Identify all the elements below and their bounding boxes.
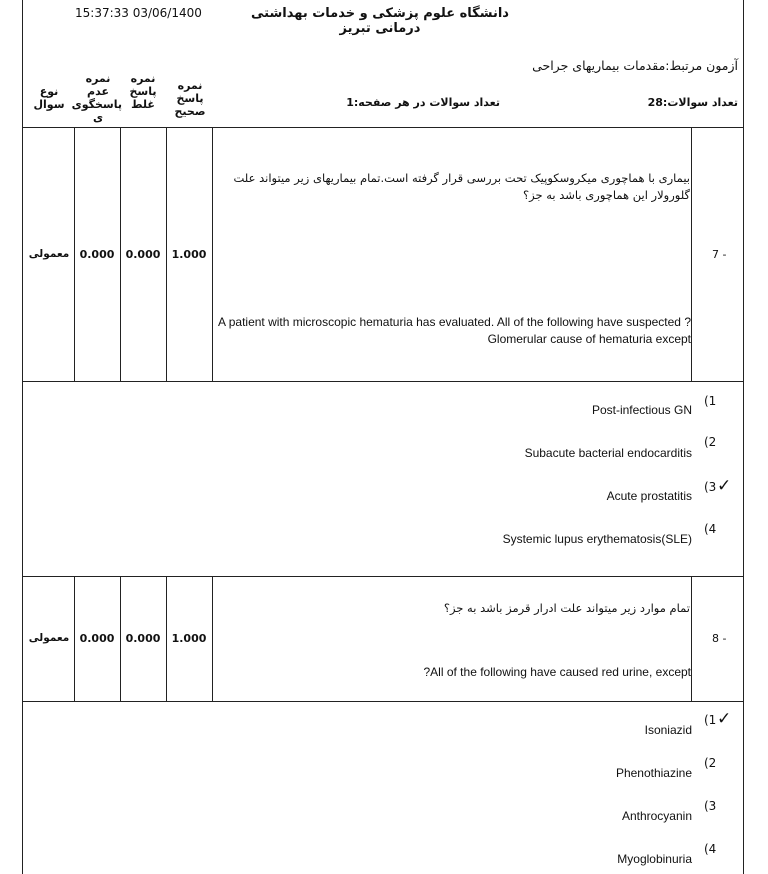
col-wrong-score: نمره پاسخ غلط	[129, 72, 157, 111]
option-1-number: (1	[704, 394, 717, 408]
option-2-number: (2	[704, 756, 717, 770]
option-4-number: (4	[704, 842, 717, 856]
option-4-text[interactable]: Systemic lupus erythematosis(SLE)	[502, 532, 692, 546]
question-count: تعداد سوالات:28	[647, 96, 738, 109]
option-1-number: (1	[704, 713, 717, 727]
question-number: 7 -	[712, 248, 727, 261]
exam-title: آزمون مرتبط:مقدمات بیماریهای جراحی	[532, 58, 738, 73]
correct-score: 1.000	[171, 632, 207, 645]
question-type: معمولی	[28, 248, 70, 260]
correct-score: 1.000	[171, 248, 207, 261]
question-text-fa: بیماری با هماچوری میکروسکوپیک تحت بررسی قرار گرفته است.تمام بیماریهای زیر میتواند علت گلورولار این هماچوری باشد به جز؟	[233, 171, 690, 202]
no-answer-score: 0.000	[79, 632, 115, 645]
col-no-answer-score: نمره عدم پاسخگوی ی	[71, 72, 122, 124]
option-1-text[interactable]: Post-infectious GN	[591, 403, 692, 417]
option-1-text[interactable]: Isoniazid	[644, 723, 692, 737]
option-4-number: (4	[704, 522, 717, 536]
option-2-text[interactable]: Phenothiazine	[615, 766, 692, 780]
option-3-text[interactable]: Acute prostatitis	[606, 489, 692, 503]
option-3-number: (3	[704, 799, 717, 813]
wrong-score: 0.000	[125, 632, 161, 645]
question-text-en: A patient with microscopic hematuria has evaluated. All of the following have suspected ?Glomerular cause of hematuria except	[218, 315, 691, 346]
col-question-type: نوع سوال	[33, 85, 65, 111]
frame-right	[743, 0, 744, 874]
questions-per-page: تعداد سوالات در هر صفحه:1	[346, 96, 500, 109]
timestamp: 15:37:33 03/06/1400	[75, 6, 202, 20]
correct-check-icon: ✓	[717, 476, 732, 496]
option-2-number: (2	[704, 435, 717, 449]
question-text-fa: تمام موارد زیر میتواند علت ادرار قرمز باشد به جز؟	[443, 601, 690, 615]
question-text-en: ?All of the following have caused red urine, except	[423, 665, 691, 679]
option-3-number: (3	[704, 480, 717, 494]
header-divider	[22, 127, 744, 128]
option-2-text[interactable]: Subacute bacterial endocarditis	[524, 446, 692, 460]
frame-left	[22, 0, 23, 874]
col-correct-score: نمره پاسخ صحیح	[174, 79, 206, 118]
question-number: 8 -	[712, 632, 727, 645]
question-type: معمولی	[28, 632, 70, 644]
wrong-score: 0.000	[125, 248, 161, 261]
correct-check-icon: ✓	[717, 709, 732, 729]
option-4-text[interactable]: Myoglobinuria	[617, 852, 692, 866]
university-title: دانشگاه علوم پزشکی و خدمات بهداشتی درمانی تبریز	[251, 6, 509, 36]
no-answer-score: 0.000	[79, 248, 115, 261]
option-3-text[interactable]: Anthrocyanin	[621, 809, 692, 823]
